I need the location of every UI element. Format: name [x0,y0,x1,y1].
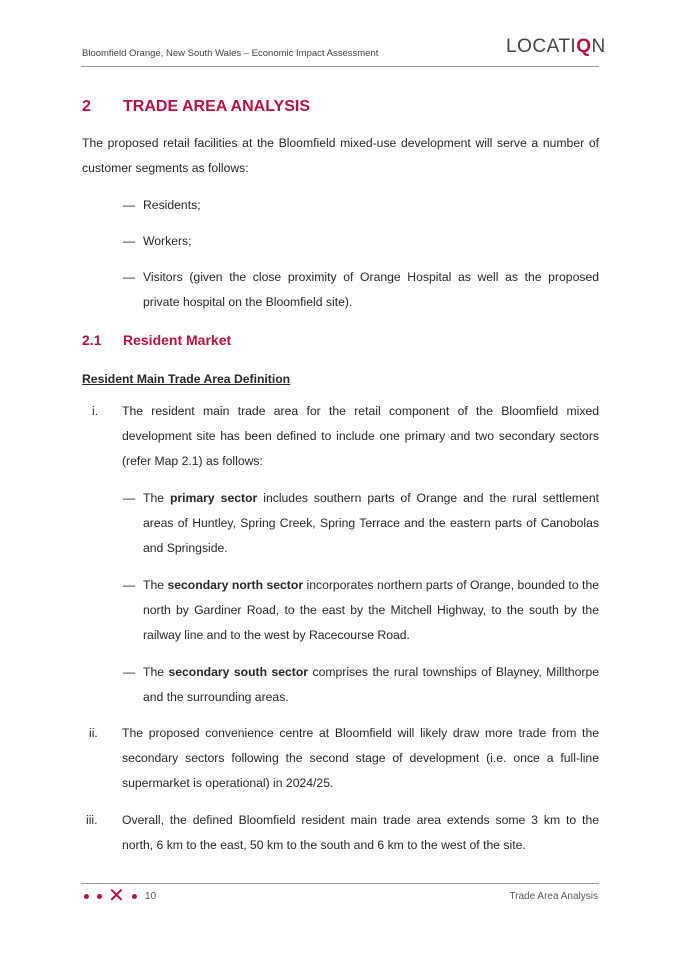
logo-q-letter: Q [576,36,592,57]
logo-text-end: N [591,36,606,57]
segment-item: Residents; [143,198,201,212]
footer-x-icon: ✕ [108,885,125,907]
footer-dot-icon [97,894,102,899]
subsection-title: Resident Market [123,332,232,348]
footer-section-name: Trade Area Analysis [509,891,598,902]
segment-item: Visitors (given the close proximity of Orange Hospital as well as the proposed private hospital on the Bloomfield site). [143,270,599,309]
dash-bullet: — [123,491,136,505]
dash-bullet: — [123,198,136,212]
sector-name: primary sector [169,491,258,505]
subsection-number: 2.1 [82,332,102,348]
list-item: Overall, the defined Bloomfield resident main trade area extends some 3 km to the north, 6 km to the east, 50 km to the south and 6 km to the west of the site. [122,813,599,852]
company-logo [506,36,606,58]
dash-bullet: — [123,665,136,679]
sector-name: secondary north sector [167,578,304,592]
list-numeral: i. [92,404,99,418]
sector-name: secondary south sector [168,665,309,679]
footer-dot-icon [84,894,89,899]
list-item: The proposed convenience centre at Bloomfield will likely draw more trade from the secondary sectors following the second stage of development (i.e. once a full-line supermarket is operational) in 2024/25. [122,726,599,790]
header-divider [81,66,599,67]
dash-bullet: — [123,578,136,592]
section-number: 2 [82,98,91,115]
section-intro: The proposed retail facilities at the Bloomfield mixed-use development will serve a number of customer segments as follows: [82,136,599,175]
subheading: Resident Main Trade Area Definition [82,372,291,386]
sector-item: The secondary south sector comprises the rural townships of Blayney, Millthorpe and the surrounding areas. [143,665,599,704]
list-numeral: iii. [86,813,98,827]
header-document-title: Bloomfield Orange, New South Wales – Economic Impact Assessment [82,48,379,59]
list-item: The resident main trade area for the retail component of the Bloomfield mixed development site has been defined to include one primary and two secondary sectors (refer Map 2.1) as follows: [122,404,599,468]
logo-text-start: LOCATI [506,36,577,57]
footer-dot-icon [132,894,137,899]
footer-divider [81,883,599,884]
dash-bullet: — [123,234,136,248]
dash-bullet: — [123,270,136,284]
section-title: TRADE AREA ANALYSIS [123,98,310,115]
page-number: 10 [145,891,157,902]
sector-item: The secondary north sector incorporates northern parts of Orange, bounded to the north by Gardiner Road, to the east by the Mitchell Highway, to the south by the railway line and to the west by Racecourse Road. [143,578,599,642]
segment-item: Workers; [143,234,192,248]
list-numeral: ii. [89,726,98,740]
sector-item: The primary sector includes southern parts of Orange and the rural settlement areas of Huntley, Spring Creek, Spring Terrace and the eastern parts of Canobolas and Springside. [143,491,599,555]
